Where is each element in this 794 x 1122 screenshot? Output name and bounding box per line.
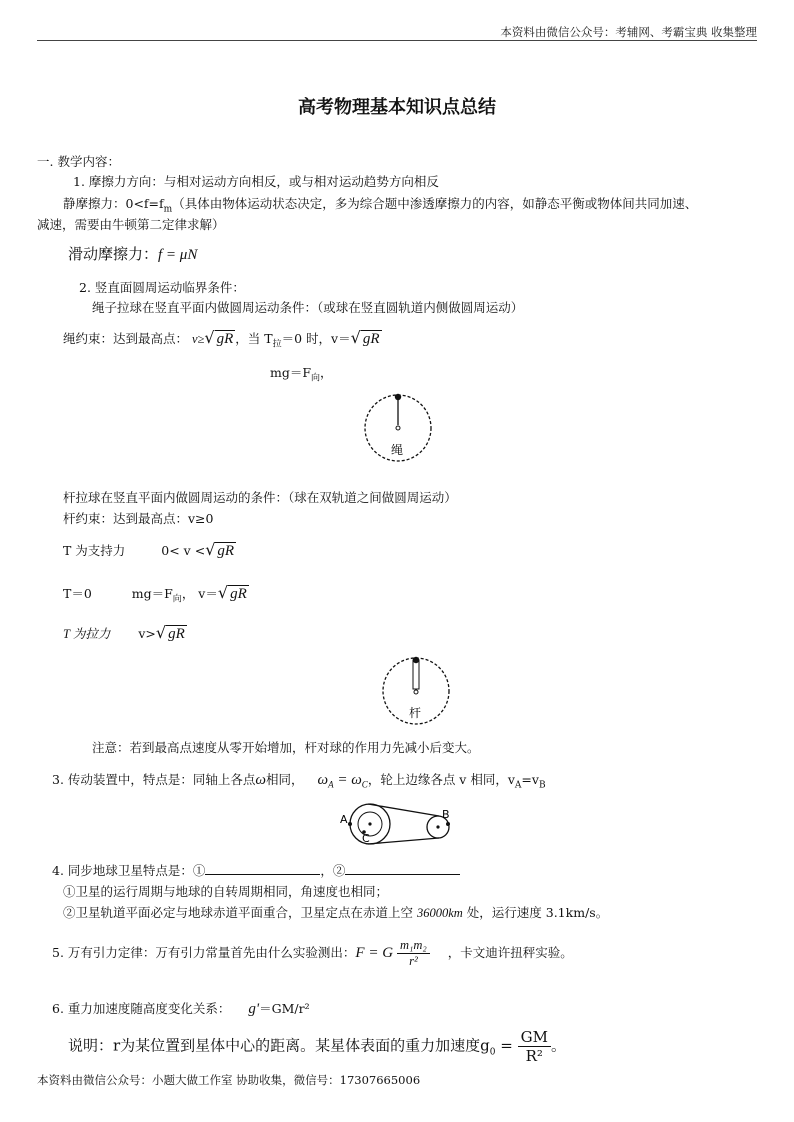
explanation: 说明：r为某位置到星体中心的距离。某星体表面的重力加速度$g_0$ = $\frac{GM}{\text{R²}}$ 。 — [68, 1028, 566, 1065]
rod-support: T 为支持力 0< v <√ gR — [63, 540, 235, 559]
rope-mg: $mg=F_向$， — [270, 365, 333, 384]
header-divider — [37, 40, 757, 41]
point-b-label: B — [442, 808, 450, 821]
blank-2[interactable] — [345, 862, 460, 875]
item3-transmission: 3. 传动装置中，特点是：同轴上各点ω相同， $\omega_A = \omega_C$，轮上边缘各点 v 相同，$v_A=v_B$ — [52, 772, 546, 791]
item5-gravitation: 5. 万有引力定律：万有引力常量首先由什么实验测出：F = G $\frac{\text{m₁m₂}}{\text{r²}}$ ，卡文迪许扭秤实验。 — [52, 938, 573, 968]
item4-satellite: 4. 同步地球卫星特点是：① ，② — [52, 861, 460, 879]
rod-circle-diagram — [378, 655, 454, 727]
item1-sliding-friction: 滑动摩擦力：f = μN — [68, 245, 198, 263]
item2-heading: 2. 竖直面圆周运动临界条件： — [79, 280, 245, 295]
item1-static-cont: 减速，需要由牛顿第二定律求解） — [37, 217, 225, 232]
item4-point1: ①卫星的运行周期与地球的自转周期相同，角速度也相同； — [63, 884, 389, 899]
point-a-label: A — [340, 813, 348, 826]
rod-zero: T＝0 $mg=F_向$， v＝√ gR — [63, 583, 247, 605]
point-c-label: C — [362, 832, 370, 845]
rope-figure-label: 绳 — [391, 443, 404, 457]
rope-circle-diagram — [360, 392, 436, 464]
rope-condition: 绳子拉球在竖直平面内做圆周运动条件：（或球在竖直圆轨道内侧做圆周运动） — [92, 300, 524, 315]
item1-direction: 1. 摩擦力方向：与相对运动方向相反，或与相对运动趋势方向相反 — [73, 174, 439, 189]
blank-1[interactable] — [205, 862, 320, 875]
page-title: 高考物理基本知识点总结 — [298, 97, 496, 118]
header-text: 本资料由微信公众号：考辅网、考霸宝典 收集整理 — [500, 25, 757, 39]
rod-constraint: 杆约束：达到最高点：v≥0 — [63, 511, 214, 526]
item1-static-friction: 静摩擦力：$0<f=f_m$（具体由物体运动状态决定，多为综合题中渗透摩擦力的内容，如静态平衡或物体间共同加速、 — [63, 196, 698, 215]
rod-figure-label: 杆 — [409, 706, 422, 720]
item4-point2: ②卫星轨道平面必定与地球赤道平面重合，卫星定点在赤道上空 36000km 处，运行速度 3.1km/s。 — [63, 905, 609, 920]
item6-gravity-height: 6. 重力加速度随高度变化关系： g'＝GM/r² — [52, 1001, 310, 1017]
section-heading: 一. 教学内容： — [37, 154, 120, 169]
rod-condition: 杆拉球在竖直平面内做圆周运动的条件：（球在双轨道之间做圆周运动） — [63, 490, 457, 505]
belt-pulley-diagram — [338, 796, 460, 848]
rope-constraint: 绳约束：达到最高点： v≥√ gR ，当 $T_拉=0$ 时，v＝√ gR — [63, 328, 380, 350]
rod-tension: T 为拉力 v>√ gR — [63, 623, 185, 642]
footer-text: 本资料由微信公众号：小题大做工作室 协助收集，微信号：17307665006 — [37, 1073, 421, 1087]
rod-note: 注意：若到最高点速度从零开始增加，杆对球的作用力先减小后变大。 — [92, 740, 480, 755]
